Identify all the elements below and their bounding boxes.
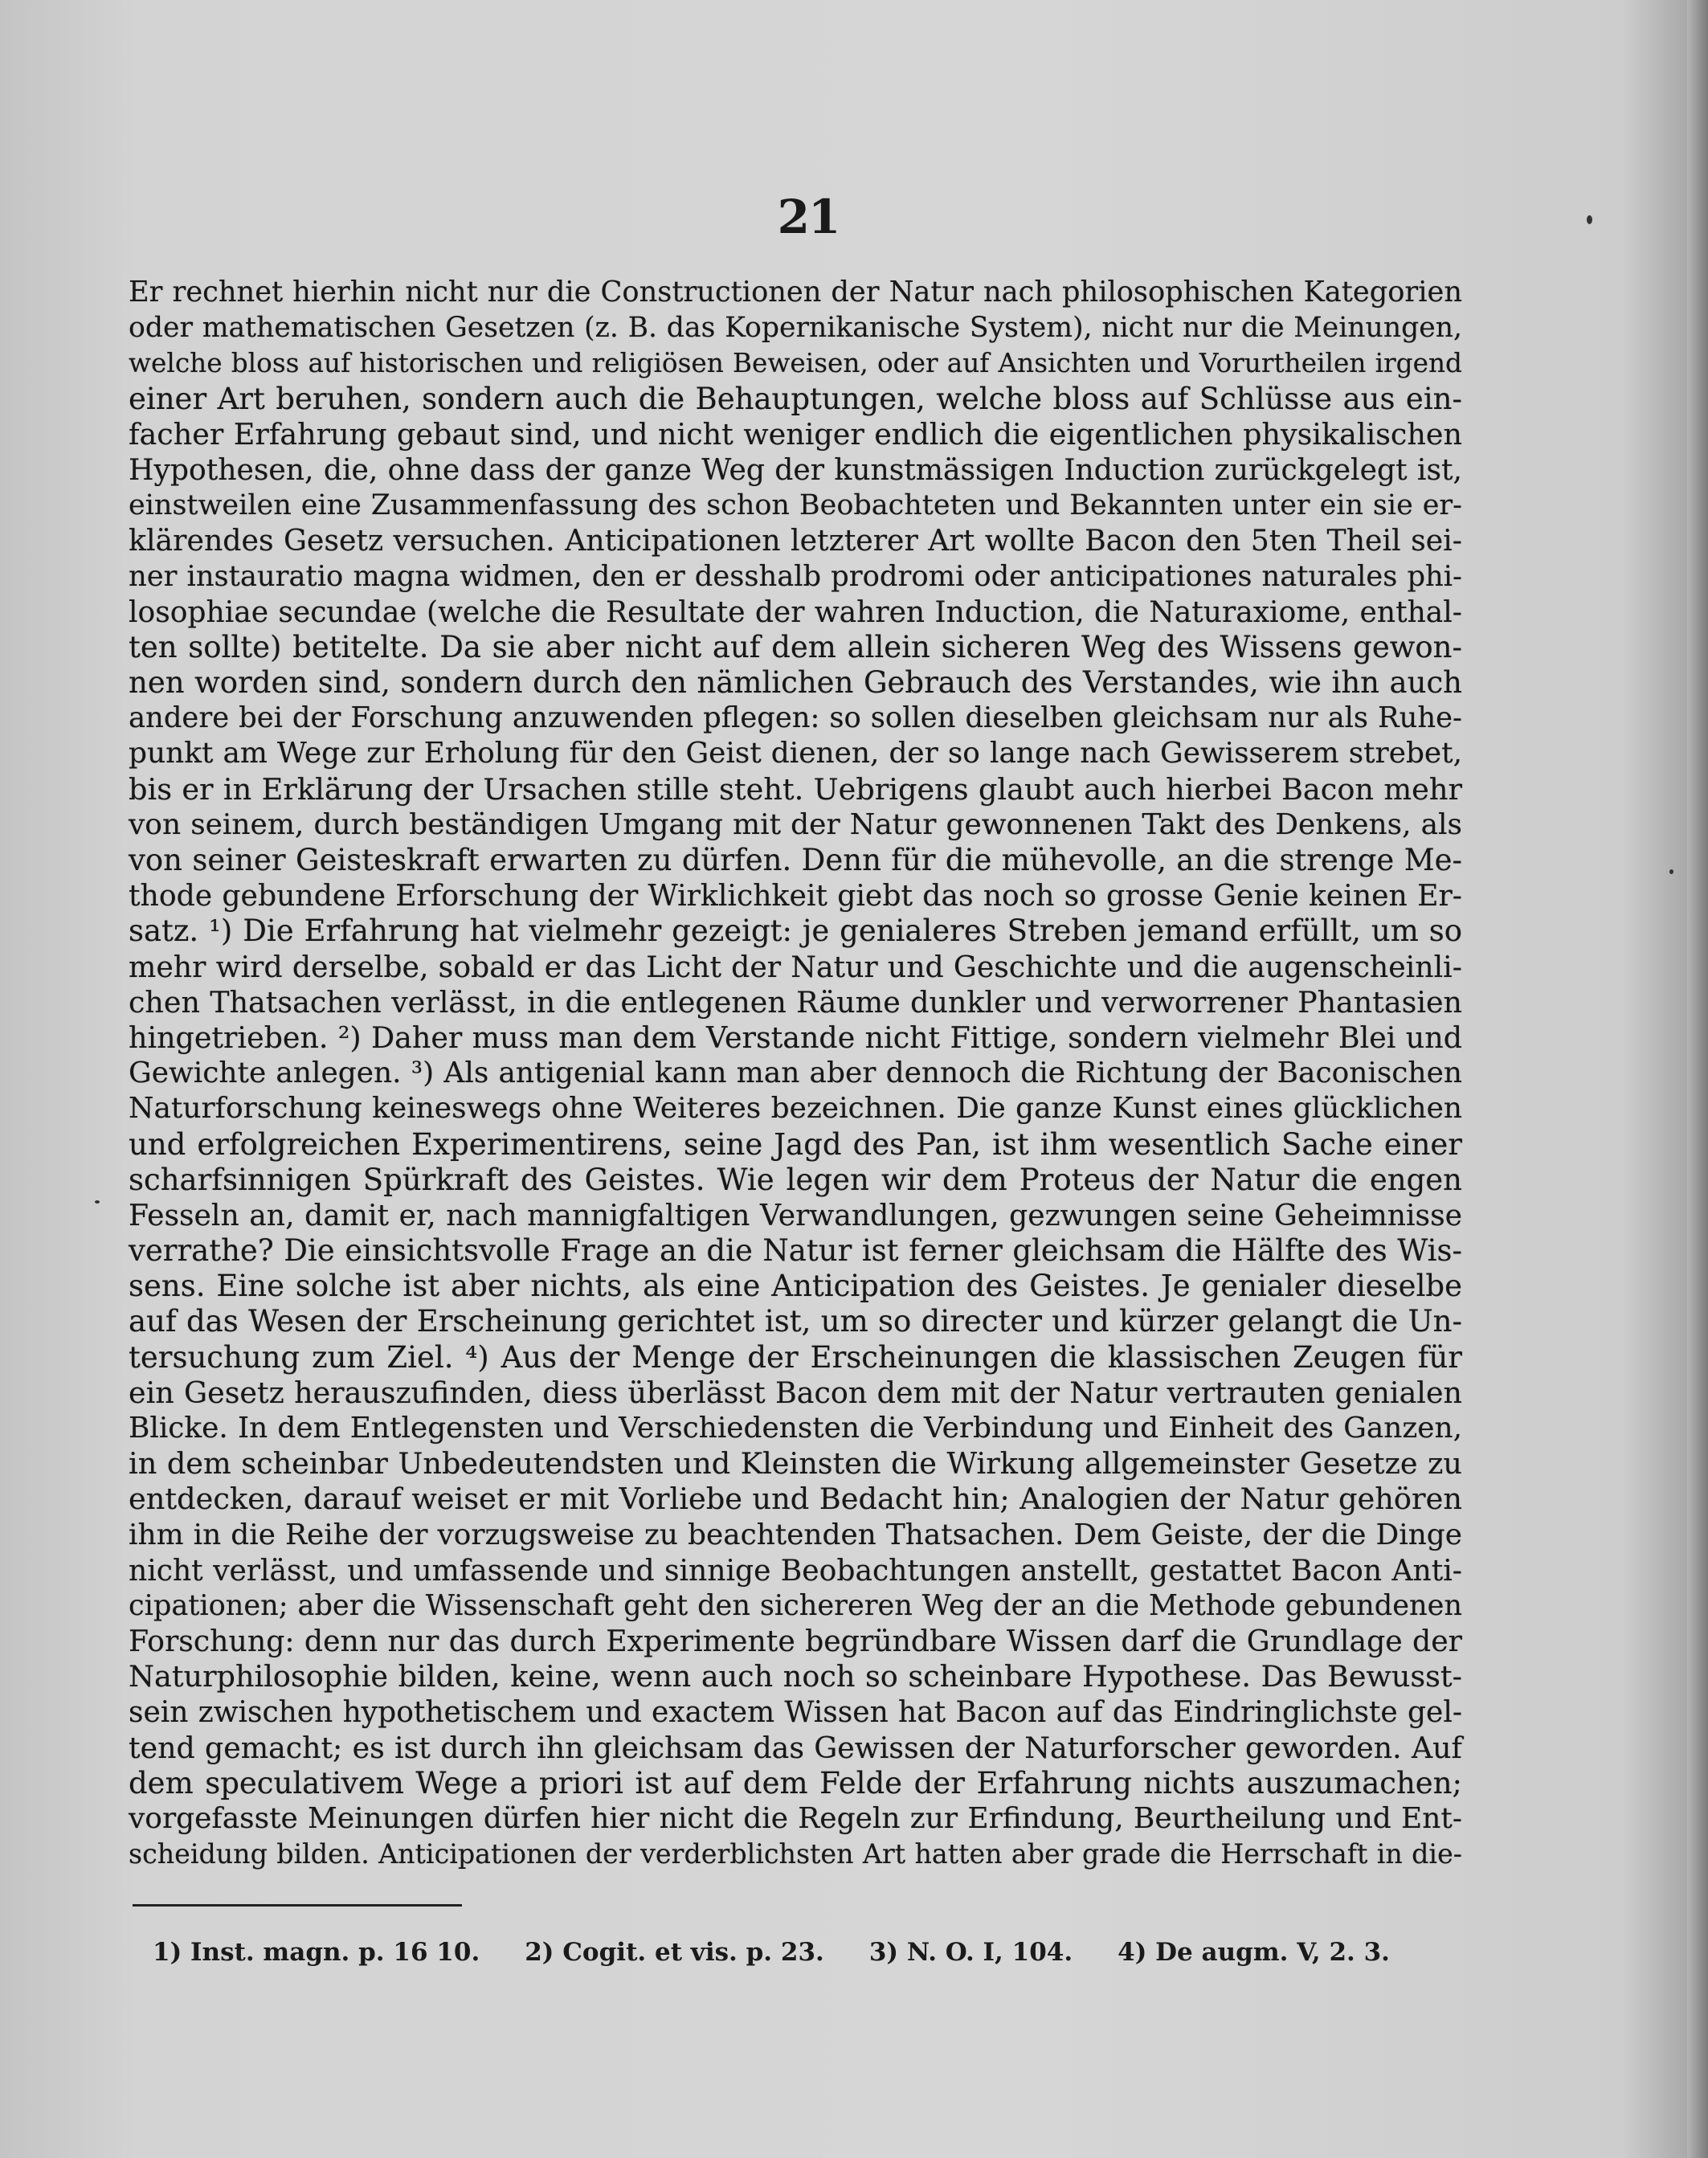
text-line: einer Art beruhen, sondern auch die Behauptungen, welche bloss auf Schlüsse aus ein- xyxy=(129,381,1462,416)
text-line: thode gebundene Erforschung der Wirklichkeit giebt das noch so grosse Genie keinen Er- xyxy=(129,878,1462,913)
text-line: vorgefasste Meinungen dürfen hier nicht die Regeln zur Erfindung, Beurtheilung und Ent- xyxy=(129,1802,1462,1836)
text-line: satz. ¹) Die Erfahrung hat vielmehr gezeigt: je genialeres Streben jemand erfüllt, um so xyxy=(129,913,1462,949)
text-line: ten sollte) betitelte. Da sie aber nicht auf dem allein sicheren Weg des Wissens gewon- xyxy=(129,629,1462,664)
text-line: scharfsinnigen Spürkraft des Geistes. Wie legen wir dem Proteus der Natur die engen xyxy=(129,1162,1462,1197)
text-line: von seiner Geisteskraft erwarten zu dürfen. Denn für die mühevolle, an die strenge Me- xyxy=(129,843,1462,877)
footnote: 2) Cogit. et vis. p. 23. xyxy=(525,1938,824,1967)
text-line: ihm in die Reihe der vorzugsweise zu beachtenden Thatsachen. Dem Geiste, der die Dinge xyxy=(129,1518,1462,1551)
text-line: verrathe? Die einsichtsvolle Frage an die Natur ist ferner gleichsam die Hälfte des Wis- xyxy=(129,1233,1462,1269)
text-line: ein Gesetz herauszufinden, diess überlässt Bacon dem mit der Natur vertrauten genialen xyxy=(129,1375,1462,1410)
text-line: cipationen; aber die Wissenschaft geht den sichereren Weg der an die Methode gebundenen xyxy=(129,1588,1462,1622)
text-line: hingetrieben. ²) Daher muss man dem Verstande nicht Fittige, sondern vielmehr Blei und xyxy=(129,1020,1462,1055)
scan-speck xyxy=(95,1200,100,1204)
text-line: Fesseln an, damit er, nach mannigfaltigen Verwandlungen, gezwungen seine Geheimnisse xyxy=(129,1197,1462,1232)
text-line: punkt am Wege zur Erholung für den Geist dienen, der so lange nach Gewisserem strebet, xyxy=(129,737,1462,770)
text-line: von seinem, durch beständigen Umgang mit der Natur gewonnenen Takt des Denkens, als xyxy=(129,807,1462,841)
text-line: Naturphilosophie bilden, keine, wenn auch noch so scheinbare Hypothese. Das Bewusst- xyxy=(129,1659,1462,1694)
text-line: sens. Eine solche ist aber nichts, als eine Anticipation des Geistes. Je genialer dieselbe xyxy=(129,1269,1462,1304)
text-line: einstweilen eine Zusammenfassung des schon Beobachteten und Bekannten unter ein sie er- xyxy=(129,489,1462,522)
text-line: Blicke. In dem Entlegensten und Verschiedensten die Verbindung und Einheit des Ganzen, xyxy=(129,1412,1462,1445)
text-line: dem speculativem Wege a priori ist auf dem Felde der Erfahrung nichts auszumachen; xyxy=(129,1765,1462,1800)
text-line: mehr wird derselbe, sobald er das Licht der Natur und Geschichte und die augenscheinli- xyxy=(129,949,1462,984)
text-line: tersuchung zum Ziel. ⁴) Aus der Menge der Erscheinungen die klassischen Zeugen für xyxy=(129,1339,1462,1375)
text-line: sein zwischen hypothetischem und exactem Wissen hat Bacon auf das Eindringlichste gel- xyxy=(129,1695,1462,1729)
scan-speck xyxy=(1587,215,1592,224)
footnotes xyxy=(153,1938,1390,1967)
footnote: 3) N. O. I, 104. xyxy=(868,1938,1073,1967)
text-line: bis er in Erklärung der Ursachen stille steht. Uebrigens glaubt auch hierbei Bacon mehr xyxy=(129,771,1462,807)
text-line: chen Thatsachen verlässt, in die entlegenen Räume dunkler und verworrener Phantasien xyxy=(129,984,1462,1020)
text-line: in dem scheinbar Unbedeutendsten und Kleinsten die Wirkung allgemeinster Gesetze zu xyxy=(129,1446,1462,1482)
text-line: losophiae secundae (welche die Resultate der wahren Induction, die Naturaxiome, enthal- xyxy=(129,595,1462,629)
footnote-divider xyxy=(133,1904,462,1907)
text-line: andere bei der Forschung anzuwenden pflegen: so sollen dieselben gleichsam nur als Ruhe- xyxy=(129,701,1462,735)
text-line: scheidung bilden. Anticipationen der verderblichsten Art hatten aber grade die Herrschaft in die- xyxy=(129,1838,1462,1870)
text-line: Gewichte anlegen. ³) Als antigenial kann man aber dennoch die Richtung der Baconischen xyxy=(129,1057,1462,1090)
text-line: nicht verlässt, und umfassende und sinnige Beobachtungen anstellt, gestattet Bacon Anti- xyxy=(129,1553,1462,1588)
footnote: 4) De augm. V, 2. 3. xyxy=(1118,1938,1390,1967)
scan-speck xyxy=(1669,869,1673,874)
text-line: welche bloss auf historischen und religiösen Beweisen, oder auf Ansichten und Vorurtheilen irgend xyxy=(129,348,1462,379)
text-line: auf das Wesen der Erscheinung gerichtet ist, um so directer und kürzer gelangt die Un- xyxy=(129,1304,1462,1339)
text-line: tend gemacht; es ist durch ihn gleichsam das Gewissen der Naturforscher geworden. Auf xyxy=(129,1730,1462,1765)
page-number: 21 xyxy=(777,190,840,244)
text-line: facher Erfahrung gebaut sind, und nicht weniger endlich die eigentlichen physikalischen xyxy=(129,416,1462,452)
page-edge-shadow xyxy=(1687,0,1708,2158)
text-line: oder mathematischen Gesetzen (z. B. das Kopernikanische System), nicht nur die Meinungen, xyxy=(129,312,1462,345)
text-line: klärendes Gesetz versuchen. Anticipationen letzterer Art wollte Bacon den 5ten Theil sei- xyxy=(129,523,1462,558)
text-line: Er rechnet hierhin nicht nur die Constructionen der Natur nach philosophischen Kategorien xyxy=(129,276,1462,309)
text-line: Naturforschung keineswegs ohne Weiteres bezeichnen. Die ganze Kunst eines glücklichen xyxy=(129,1092,1462,1126)
text-line: Hypothesen, die, ohne dass der ganze Weg der kunstmässigen Induction zurückgelegt ist, xyxy=(129,452,1462,487)
body-text xyxy=(129,275,1462,1872)
text-line: und erfolgreichen Experimentirens, seine Jagd des Pan, ist ihm wesentlich Sache einer xyxy=(129,1126,1462,1162)
footnote: 1) Inst. magn. p. 16 10. xyxy=(153,1938,480,1967)
text-line: nen worden sind, sondern durch den nämlichen Gebrauch des Verstandes, wie ihn auch xyxy=(129,665,1462,701)
text-line: ner instauratio magna widmen, den er desshalb prodromi oder anticipationes naturales phi- xyxy=(129,559,1462,593)
text-line: entdecken, darauf weiset er mit Vorliebe und Bedacht hin; Analogien der Natur gehören xyxy=(129,1482,1462,1517)
text-line: Forschung: denn nur das durch Experimente begründbare Wissen darf die Grundlage der xyxy=(129,1624,1462,1659)
